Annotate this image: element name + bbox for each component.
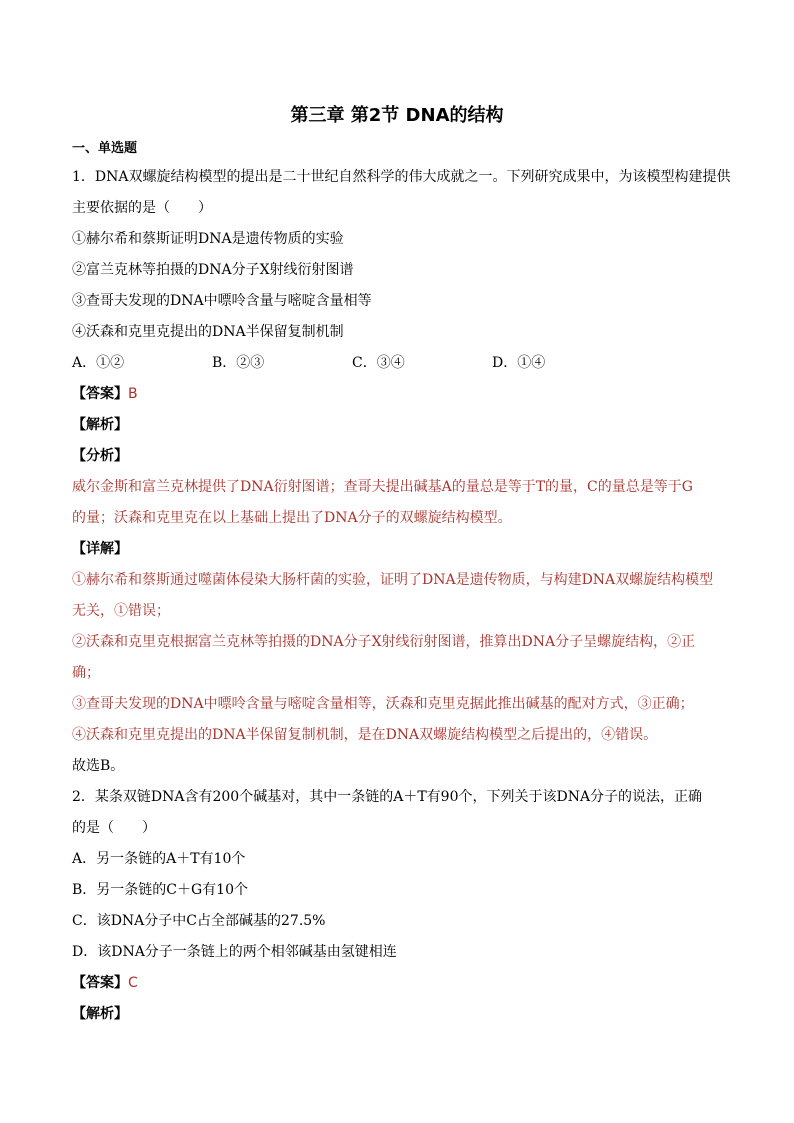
q1-conclusion: 故选B。 <box>72 758 125 774</box>
question-2 <box>72 782 722 1030</box>
answer-value: B <box>128 386 138 402</box>
q1-fenxi-label: 【分析】 <box>72 448 128 464</box>
q1-jiexi-label: 【解析】 <box>72 417 128 433</box>
question-1 <box>72 162 731 782</box>
answer-value: C <box>128 975 138 991</box>
q2-option-d: D．该DNA分子一条链上的两个相邻碱基由氢键相连 <box>72 944 397 960</box>
q2-answer <box>72 968 722 999</box>
q1-detail-line: ③查哥夫发现的DNA中嘌呤含量与嘧啶含量相等，沃森和克里克据此推出碱基的配对方式，③正确； <box>72 696 694 712</box>
q1-stem-line-2: 主要依据的是（ ） <box>72 200 212 216</box>
q1-fenxi-line-1: 威尔金斯和富兰克林提供了DNA衍射图谱；查哥夫提出碱基A的量总是等于T的量，C的量总是等于G <box>72 479 693 495</box>
q2-stem-line-1: 2．某条双链DNA含有200个碱基对，其中一条链的A＋T有90个，下列关于该DNA分子的说法，正确 <box>72 789 703 805</box>
answer-label: 【答案】 <box>72 386 128 402</box>
q1-item: ④沃森和克里克提出的DNA半保留复制机制 <box>72 324 344 340</box>
q1-option-d: D．①④ <box>492 355 546 371</box>
q1-answer <box>72 379 722 410</box>
q1-option-b: B．②③ <box>212 355 265 371</box>
q1-detail-line: ④沃森和克里克提出的DNA半保留复制机制，是在DNA双螺旋结构模型之后提出的，④错误。 <box>72 727 658 743</box>
q1-fenxi-line-2: 的量；沃森和克里克在以上基础上提出了DNA分子的双螺旋结构模型。 <box>72 510 512 526</box>
q2-option-b: B．另一条链的C＋G有10个 <box>72 882 248 898</box>
page-title: 第三章 第2节 DNA的结构 <box>290 105 504 126</box>
answer-label: 【答案】 <box>72 975 128 991</box>
q1-item: ③查哥夫发现的DNA中嘌呤含量与嘧啶含量相等 <box>72 293 372 309</box>
q1-detail-line: ②沃森和克里克根据富兰克林等拍摄的DNA分子X射线衍射图谱，推算出DNA分子呈螺旋结构，②正 <box>72 634 696 650</box>
q2-stem-line-2: 的是（ ） <box>72 820 156 836</box>
q1-options <box>72 348 722 379</box>
q1-detail-line: ①赫尔希和蔡斯通过噬菌体侵染大肠杆菌的实验，证明了DNA是遗传物质，与构建DNA双螺旋结构模型 <box>72 572 714 588</box>
q2-option-c: C．该DNA分子中C占全部碱基的27.5% <box>72 913 326 929</box>
q1-detail-line: 无关，①错误； <box>72 603 170 619</box>
document-content <box>72 138 731 1030</box>
q2-jiexi-label: 【解析】 <box>72 1006 128 1022</box>
q1-option-c: C．③④ <box>352 355 405 371</box>
q1-detail-line: 确； <box>72 665 100 681</box>
q1-option-a: A．①② <box>72 355 125 371</box>
q1-item: ①赫尔希和蔡斯证明DNA是遗传物质的实验 <box>72 231 344 247</box>
q1-item: ②富兰克林等拍摄的DNA分子X射线衍射图谱 <box>72 262 354 278</box>
q2-option-a: A．另一条链的A＋T有10个 <box>72 851 246 867</box>
q1-stem-line-1: 1．DNA双螺旋结构模型的提出是二十世纪自然科学的伟大成就之一。下列研究成果中，为该模型构建提供 <box>72 169 731 185</box>
q1-xiangjie-label: 【详解】 <box>72 541 128 557</box>
section-heading: 一、单选题 <box>72 141 138 156</box>
